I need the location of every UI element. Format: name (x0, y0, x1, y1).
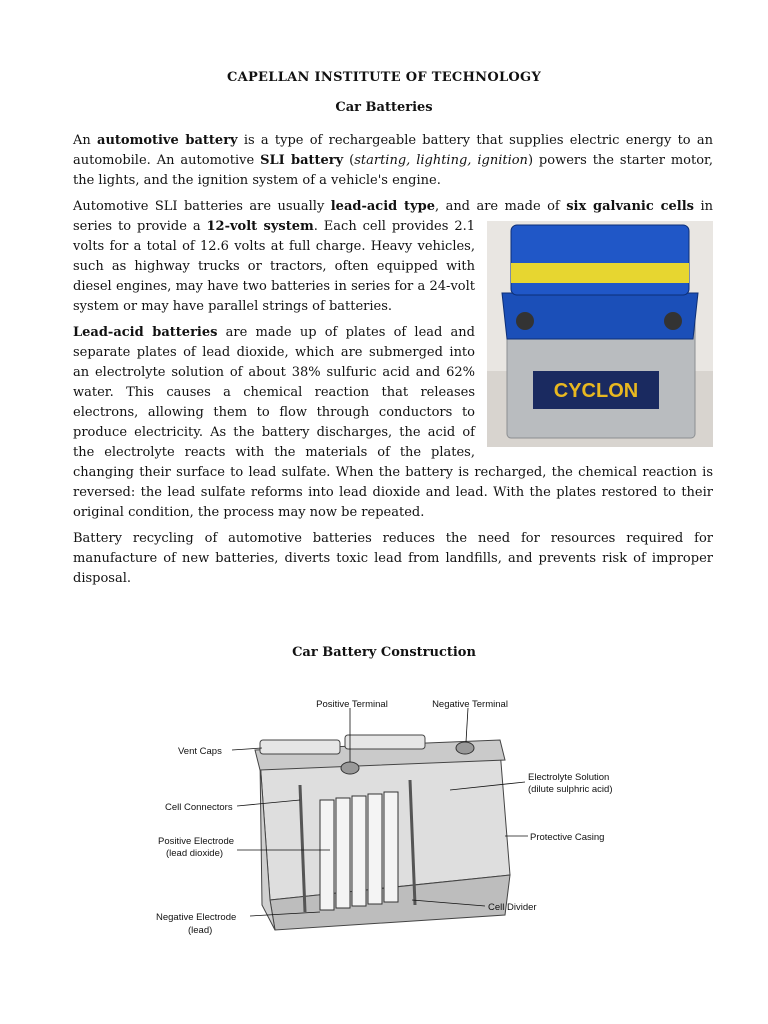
battery-photo (487, 221, 713, 447)
body-text (73, 131, 713, 595)
label-electrolyte-solution: Electrolyte Solution (528, 772, 610, 783)
paragraph-sli: Automotive SLI batteries are usually lead-acid type, and are made of six galvanic cells in series to provide a 12-volt system CYCLON . Each cell provides 2.1 volts for a total of 12.6 volts at full charge. Heavy vehicles, such as highway trucks or tractors, often equipped with diesel engines, may have two batteries in series for a 24-volt system or may have parallel strings of batteries. (73, 197, 713, 317)
paragraph-recycling: Battery recycling of automotive batteries reduces the need for resources required for manufacture of new batteries, diverts toxic lead from landfills, and prevents risk of improper disposal. (73, 531, 713, 586)
institute-heading: CAPELLAN INSTITUTE OF TECHNOLOGY (226, 70, 542, 85)
battery-brand-label: CYCLON (553, 380, 639, 402)
label-cell-connectors: Cell Connectors (165, 802, 233, 813)
page-title: Car Batteries (335, 100, 433, 115)
label-electrolyte-note: (dilute sulphric acid) (528, 784, 613, 795)
label-negative-electrode-note: (lead) (188, 925, 213, 936)
paragraph-lead-acid: Lead-acid batteries are made up of plates of lead and separate plates of lead dioxide, which are submerged into an electrolyte solution of about 38% sulfuric acid and 62% water. This causes a chemical reaction that releases electrons, allowing them to flow through conductors to produce electricity. As the battery discharges, the acid of the electrolyte reacts with the materials of the plates, changing their surface to lead sulfate. When the battery is recharged, the chemical reaction is reversed: the lead sulfate reforms into lead dioxide and lead. With the plates restored to their original condition, the process may now be repeated. (73, 325, 713, 520)
label-positive-terminal: Positive Terminal (316, 699, 388, 710)
label-vent-caps: Vent Caps (178, 746, 222, 757)
battery-construction-diagram (150, 690, 650, 940)
diagram-title: Car Battery Construction (292, 645, 476, 660)
label-negative-electrode: Negative Electrode (156, 912, 237, 923)
label-positive-electrode-note: (lead dioxide) (166, 848, 224, 859)
label-protective-casing: Protective Casing (530, 832, 605, 843)
paragraph-intro: An automotive battery is a type of rechargeable battery that supplies electric energy to an automobile. An automotive SLI battery (starting, lighting, ignition) powers the starter motor, the lights, and the ignition system of a vehicle's engine. (73, 133, 713, 188)
label-positive-electrode: Positive Electrode (158, 836, 235, 847)
label-negative-terminal: Negative Terminal (432, 699, 508, 710)
label-cell-divider: Cell Divider (488, 902, 537, 913)
